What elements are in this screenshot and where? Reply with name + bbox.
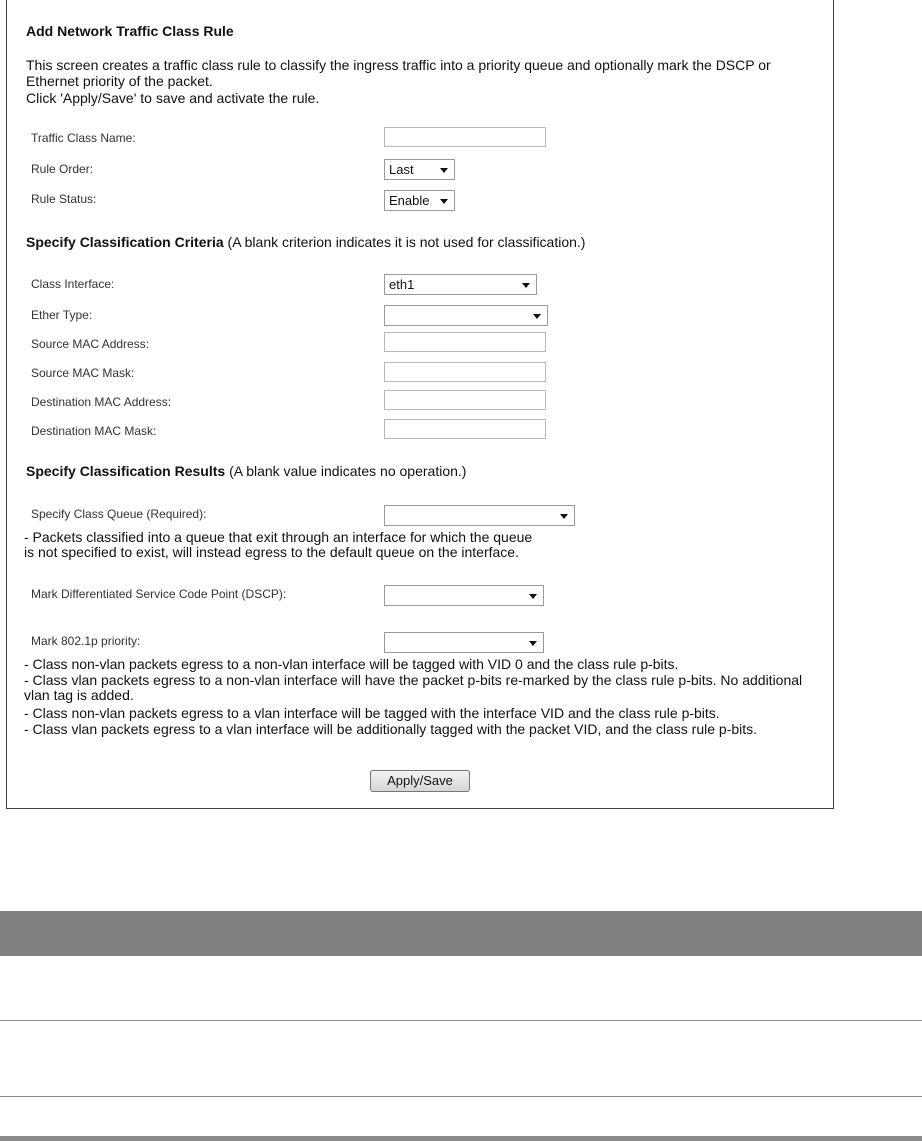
traffic-class-name-input[interactable] [384,127,546,147]
source-mac-address-label: Source MAC Address: [31,337,150,351]
results-heading [26,463,466,479]
priority-label: Mark 802.1p priority: [31,634,141,648]
chevron-down-icon [533,314,541,319]
class-interface-select[interactable] [384,274,537,295]
source-mac-address-input[interactable] [384,332,546,352]
destination-mac-mask-input[interactable] [384,419,546,439]
source-mac-mask-input[interactable] [384,362,546,382]
vlan-note-1: - Class non-vlan packets egress to a non-vlan interface will be tagged with VID 0 and the class rule p-bits. [24,656,679,672]
criteria-heading-note: (A blank criterion indicates it is not used for classification.) [227,234,586,250]
chevron-down-icon [560,514,568,519]
page-title: Add Network Traffic Class Rule [26,23,234,39]
criteria-heading-bold: Specify Classification Criteria [26,234,224,250]
vlan-note-2: - Class vlan packets egress to a non-vlan interface will have the packet p-bits re-marked by the class rule p-bits. No additional vlan tag is added. [24,672,803,703]
dscp-label: Mark Differentiated Service Code Point (DSCP): [31,587,287,601]
rule-order-value: Last [389,162,414,177]
traffic-class-rule-panel [6,0,834,809]
rule-status-value: Enable [389,193,430,208]
table-bottom-border [0,1136,922,1141]
dscp-select[interactable] [384,585,544,606]
criteria-heading [26,234,585,250]
traffic-class-name-label: Traffic Class Name: [31,131,136,145]
ether-type-label: Ether Type: [31,308,93,322]
chevron-down-icon [529,641,537,646]
priority-select[interactable] [384,632,544,653]
rule-status-label: Rule Status: [31,192,97,206]
chevron-down-icon [440,168,448,173]
table-divider [0,1096,922,1097]
class-interface-value: eth1 [389,277,415,292]
rule-status-select[interactable] [384,190,455,211]
chevron-down-icon [529,594,537,599]
rule-order-label: Rule Order: [31,162,94,176]
rule-order-select[interactable] [384,159,455,180]
vlan-note-3: - Class non-vlan packets egress to a vlan interface will be tagged with the interface VID and the class rule p-bits. [24,705,720,721]
class-queue-label: Specify Class Queue (Required): [31,507,207,521]
class-queue-note: - Packets classified into a queue that exit through an interface for which the queue is not specified to exist, will instead egress to the default queue on the interface. [24,529,533,560]
source-mac-mask-label: Source MAC Mask: [31,366,135,380]
class-interface-label: Class Interface: [31,277,115,291]
destination-mac-address-input[interactable] [384,390,546,410]
apply-save-button[interactable]: Apply/Save [370,770,470,792]
page-instruction: Click 'Apply/Save' to save and activate the rule. [26,90,320,106]
results-heading-note: (A blank value indicates no operation.) [229,463,467,479]
chevron-down-icon [440,199,448,204]
table-divider [0,1020,922,1021]
ether-type-select[interactable] [384,305,548,326]
class-queue-select[interactable] [384,505,575,526]
page-description: This screen creates a traffic class rule to classify the ingress traffic into a priority queue and optionally mark the DSCP or Ethernet priority of the packet. [26,57,771,89]
table-header-band [0,911,922,956]
destination-mac-address-label: Destination MAC Address: [31,395,172,409]
destination-mac-mask-label: Destination MAC Mask: [31,424,157,438]
results-heading-bold: Specify Classification Results [26,463,226,479]
vlan-note-4: - Class vlan packets egress to a vlan interface will be additionally tagged with the packet VID, and the class rule p-bits. [24,721,758,737]
chevron-down-icon [522,283,530,288]
